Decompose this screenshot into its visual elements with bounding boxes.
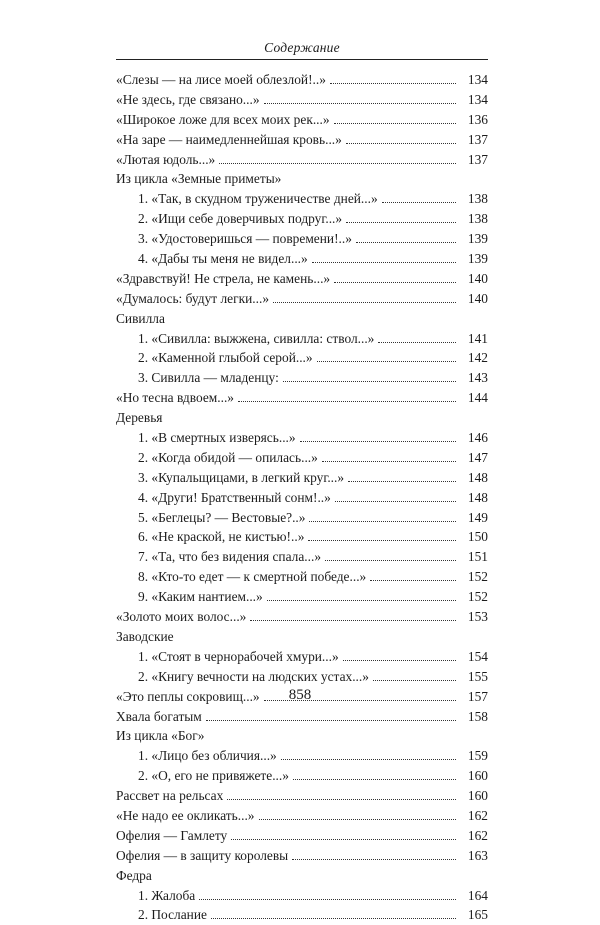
toc-page-number: 149: [467, 509, 488, 525]
toc-subentry: [116, 428, 488, 448]
toc-entry-title: 4. «Други! Братственный сонм!..»: [138, 489, 331, 505]
page-number: 858: [288, 687, 312, 703]
toc-entry: [116, 309, 488, 329]
toc-subentry: [116, 905, 488, 925]
dot-leader: [322, 452, 456, 462]
toc-entry-title: Федра: [116, 867, 152, 883]
toc-entry-title: Деревья: [116, 410, 163, 426]
dot-leader: [370, 571, 456, 581]
toc-entry: [116, 289, 488, 309]
toc-entry-title: 4. «Дабы ты меня не видел...»: [138, 251, 308, 267]
dot-leader: [335, 492, 456, 502]
dot-leader: [312, 253, 456, 263]
dot-leader: [231, 830, 456, 840]
toc-entry-title: 1. «Так, в скудном труженичестве дней...»: [138, 191, 378, 207]
toc-entry-title: Из цикла «Земные приметы»: [116, 171, 282, 187]
toc-page-number: 152: [467, 589, 488, 605]
toc-entry: [116, 707, 488, 727]
dot-leader: [259, 810, 456, 820]
toc-entry-title: Сивилла: [116, 310, 165, 326]
toc-entry-title: 3. «Удостоверишься — повремени!..»: [138, 231, 352, 247]
toc-entry-title: 6. «Не краской, не кистью!..»: [138, 529, 305, 545]
toc-subentry: [116, 647, 488, 667]
toc-subentry: [116, 508, 488, 528]
toc-entry-title: 1. Жалоба: [138, 887, 196, 903]
dot-leader: [281, 750, 456, 760]
dot-leader: [346, 213, 456, 223]
dot-leader: [343, 651, 456, 661]
toc-page-number: 140: [467, 270, 488, 286]
dot-leader: [219, 154, 456, 164]
toc-entry-title: 3. «Купальщицами, в легкий круг...»: [138, 469, 345, 485]
toc-subentry: [116, 746, 488, 766]
toc-entry-title: «Слезы — на лисе моей облезлой!..»: [116, 72, 326, 87]
toc-subentry: [116, 886, 488, 906]
toc-page-number: 134: [467, 72, 488, 87]
toc-entry: [116, 269, 488, 289]
dot-leader: [199, 890, 456, 900]
toc-entry: [116, 110, 488, 130]
dot-leader: [206, 711, 456, 721]
toc-page-number: 163: [467, 847, 488, 863]
dot-leader: [348, 472, 456, 482]
toc-entry-title: 2. «Каменной глыбой серой...»: [138, 350, 313, 366]
toc-subentry: [116, 249, 488, 269]
dot-leader: [382, 193, 456, 203]
toc-subentry: [116, 209, 488, 229]
toc-entry-title: 1. «Лицо без обличия...»: [138, 748, 277, 764]
toc-entry-title: «На заре — наимедленнейшая кровь...»: [116, 131, 342, 147]
toc-entry-title: 1. «В смертных изверясь...»: [138, 430, 296, 446]
toc-page-number: 153: [467, 609, 488, 625]
toc-entry-title: Заводские: [116, 628, 174, 644]
toc-entry-title: 7. «Та, что без видения спала...»: [138, 549, 322, 565]
toc-page-number: 136: [467, 111, 488, 127]
toc-entry-title: Рассвет на рельсах: [116, 788, 224, 804]
toc-subentry: [116, 567, 488, 587]
toc-page-number: 148: [467, 469, 488, 485]
toc-page-number: 159: [467, 748, 488, 764]
toc-entry: [116, 90, 488, 110]
toc-page-number: 144: [467, 390, 488, 406]
toc-entry-title: 2. «Книгу вечности на людских устах...»: [138, 668, 369, 684]
dot-leader: [356, 233, 456, 243]
toc-subentry: [116, 488, 488, 508]
toc-entry: [116, 806, 488, 826]
toc-entry-title: «Не здесь, где связано...»: [116, 91, 260, 107]
toc-page-number: 151: [467, 549, 488, 565]
toc-entry-title: «Но тесна вдвоем...»: [116, 390, 234, 406]
toc-entry-title: Офелия — Гамлету: [116, 827, 228, 843]
toc-entry-title: 9. «Каким нантием...»: [138, 589, 263, 605]
toc-entry: [116, 388, 488, 408]
dot-leader: [378, 333, 456, 343]
toc-entry: [116, 786, 488, 806]
toc-page-number: 154: [467, 648, 488, 664]
toc-page-number: 137: [467, 151, 488, 167]
toc-subentry: [116, 547, 488, 567]
dot-leader: [325, 551, 456, 561]
toc-entry: [116, 866, 488, 886]
toc-page-number: 162: [467, 827, 488, 843]
toc-page-number: 138: [467, 191, 488, 207]
dot-leader: [293, 770, 456, 780]
toc-entry-title: 2. «Когда обидой — опилась...»: [138, 449, 318, 465]
toc-entry-title: 8. «Кто-то едет — к смертной победе...»: [138, 569, 367, 585]
toc-subentry: [116, 448, 488, 468]
toc-subentry: [116, 229, 488, 249]
dot-leader: [300, 432, 456, 442]
dot-leader: [283, 372, 456, 382]
dot-leader: [267, 591, 456, 601]
toc-entry: [116, 70, 488, 90]
toc-entry-title: 5. «Беглецы? — Вестовые?..»: [138, 509, 306, 525]
header-rule: [116, 59, 488, 60]
toc-entry-title: 3. Сивилла — младенцу:: [138, 370, 279, 386]
toc-entry: [116, 826, 488, 846]
running-head: Содержание: [264, 40, 340, 55]
toc-page-number: 150: [467, 529, 488, 545]
toc-page-number: 143: [467, 370, 488, 386]
toc-subentry: [116, 368, 488, 388]
toc-page-number: 138: [467, 211, 488, 227]
toc-subentry: [116, 667, 488, 687]
toc-entry: [116, 150, 488, 170]
toc-entry-title: «Это пеплы сокровищ...»: [116, 688, 260, 704]
toc-entry-title: «Думалось: будут легки...»: [116, 290, 270, 306]
toc-entry-title: 1. «Стоят в чернорабочей хмури...»: [138, 648, 339, 664]
toc-page-number: 140: [467, 290, 488, 306]
toc-entry-title: 2. «О, его не привяжете...»: [138, 768, 289, 784]
toc-subentry: [116, 527, 488, 547]
toc-subentry: [116, 587, 488, 607]
dot-leader: [373, 671, 456, 681]
dot-leader: [264, 94, 456, 104]
toc-entry: [116, 607, 488, 627]
toc-entry: [116, 408, 488, 428]
dot-leader: [317, 352, 456, 362]
dot-leader: [273, 293, 456, 303]
dot-leader: [238, 392, 456, 402]
toc-entry: [116, 130, 488, 150]
toc-entry: [116, 627, 488, 647]
dot-leader: [250, 611, 456, 621]
dot-leader: [211, 909, 456, 919]
toc-entry-title: «Лютая юдоль...»: [116, 151, 216, 167]
toc-page-number: 139: [467, 231, 488, 247]
toc-page-number: 147: [467, 449, 488, 465]
toc-entry: [116, 169, 488, 189]
toc-entry: [116, 726, 488, 746]
dot-leader: [346, 134, 456, 144]
toc-entry-title: Офелия — в защиту королевы: [116, 847, 289, 863]
dot-leader: [330, 74, 456, 84]
toc-entry-title: Из цикла «Бог»: [116, 728, 205, 744]
toc-page-number: 134: [467, 91, 488, 107]
toc-entry: [116, 846, 488, 866]
toc-entry-title: «Золото моих волос...»: [116, 609, 247, 625]
dot-leader: [227, 790, 456, 800]
toc-page-number: 155: [467, 668, 488, 684]
toc-entry-title: «Здравствуй! Не стрела, не камень...»: [116, 270, 331, 286]
toc-page-number: 157: [467, 688, 488, 704]
dot-leader: [309, 512, 456, 522]
toc-page-number: 160: [467, 788, 488, 804]
toc-page-number: 164: [467, 887, 488, 903]
toc-subentry: [116, 468, 488, 488]
dot-leader: [308, 531, 456, 541]
toc-entry-title: 2. «Ищи себе доверчивых подруг...»: [138, 211, 343, 227]
dot-leader: [292, 850, 456, 860]
toc-page-number: 142: [467, 350, 488, 366]
toc-subentry: [116, 348, 488, 368]
toc-subentry: [116, 766, 488, 786]
table-of-contents: [116, 70, 488, 925]
toc-page-number: 152: [467, 569, 488, 585]
toc-subentry: [116, 189, 488, 209]
dot-leader: [334, 273, 456, 283]
dot-leader: [334, 114, 456, 124]
toc-subentry: [116, 329, 488, 349]
toc-page-number: 141: [467, 330, 488, 346]
toc-page-number: 158: [467, 708, 488, 724]
toc-page-number: 148: [467, 489, 488, 505]
toc-page-number: 146: [467, 430, 488, 446]
toc-page-number: 165: [467, 907, 488, 923]
toc-entry-title: Хвала богатым: [116, 708, 202, 724]
toc-page-number: 162: [467, 807, 488, 823]
toc-entry-title: 1. «Сивилла: выжжена, сивилла: ствол...»: [138, 330, 375, 346]
toc-page-number: 137: [467, 131, 488, 147]
toc-page-number: 139: [467, 251, 488, 267]
toc-entry-title: «Широкое ложе для всех моих рек...»: [116, 111, 330, 127]
toc-entry-title: 2. Послание: [138, 907, 207, 923]
toc-entry-title: «Не надо ее окликать...»: [116, 807, 255, 823]
toc-page-number: 160: [467, 768, 488, 784]
